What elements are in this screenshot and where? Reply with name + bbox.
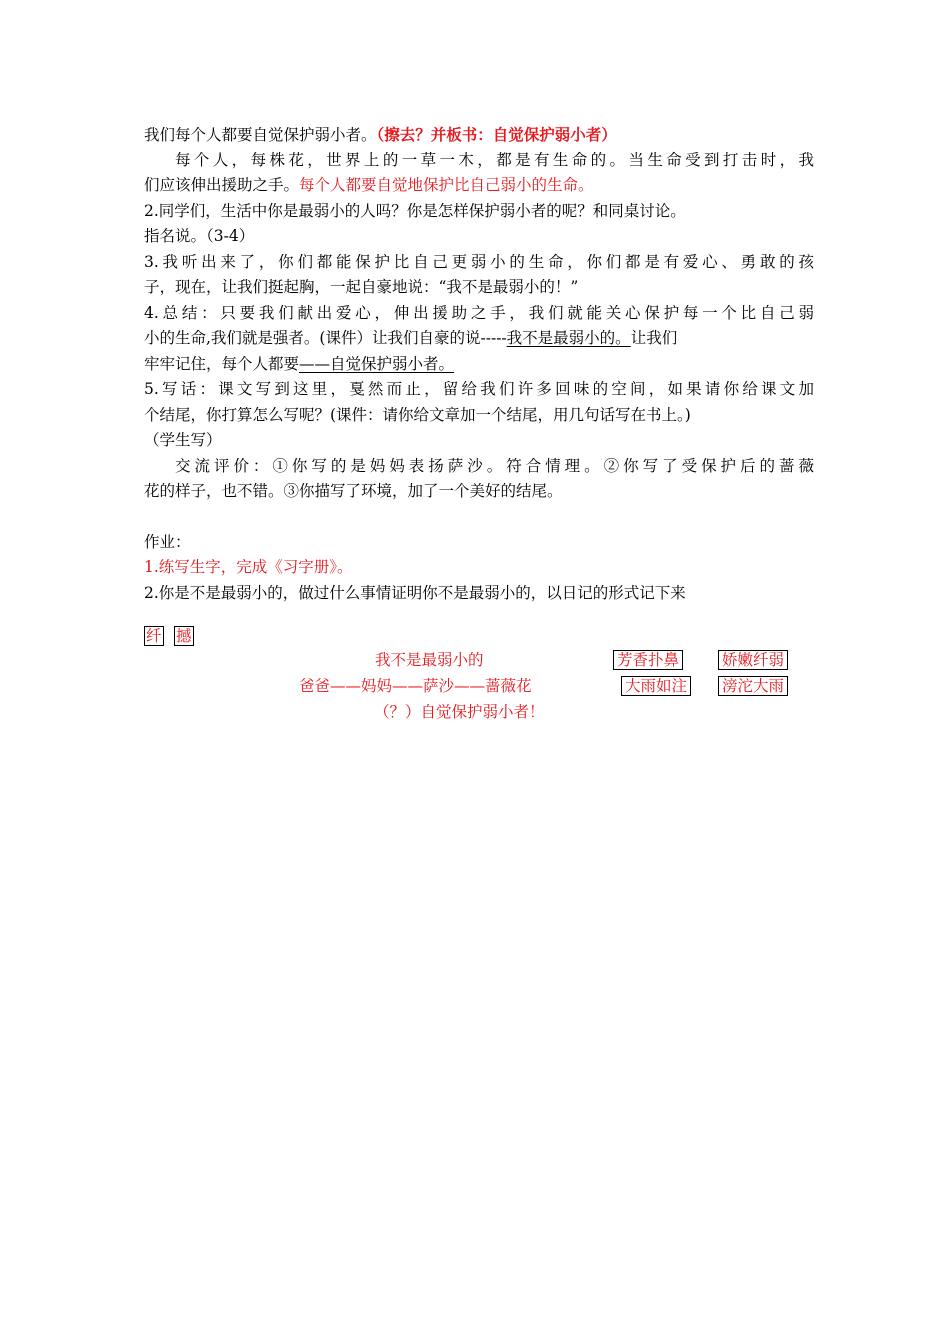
blackboard-design xyxy=(144,622,814,732)
text-line: 花的样子，也不错。③你描写了环境，加了一个美好的结尾。 xyxy=(144,482,563,500)
new-character-box: 纤 xyxy=(146,627,162,645)
board-title: 我不是最弱小的 xyxy=(375,651,484,669)
text-line: 每个人，每株花，世界上的一草一木，都是有生命的。当生命受到打击时，我 xyxy=(175,150,814,169)
text-line xyxy=(144,122,814,148)
text-line: 3.我听出来了，你们都能保护比自己更弱小的生命，你们都是有爱心、勇敢的孩 xyxy=(144,252,814,271)
text-span: 我们每个人都要自觉保护弱小者。 xyxy=(144,126,377,144)
board-note: （擦去？并板书：自觉保护弱小者） xyxy=(376,125,617,144)
text-line: （学生写） xyxy=(144,431,222,449)
text-line xyxy=(144,352,814,378)
board-summary: （？）自觉保护弱小者！ xyxy=(374,703,545,721)
homework-item: 2.你是不是最弱小的，做过什么事情证明你不是最弱小的，以日记的形式记下来 xyxy=(144,583,686,602)
vocab-word: 娇嫩纤弱 xyxy=(718,650,788,670)
underlined-phrase: ——自觉保护弱小者。 xyxy=(299,354,455,373)
key-sentence: 每个人都要自觉地保护比自己弱小的生命。 xyxy=(299,176,594,194)
text-line xyxy=(144,326,814,352)
text-line: 指名说。（3-4） xyxy=(144,227,255,245)
new-character-box: 撼 xyxy=(176,627,192,645)
text-line: 个结尾，你打算怎么写呢？(课件：请你给文章加一个结尾，用几句话写在书上。) xyxy=(144,405,691,424)
text-line: 子，现在，让我们挺起胸，一起自豪地说：“我不是最弱小的！” xyxy=(144,278,579,296)
homework-item: 1.练写生字，完成《习字册》。 xyxy=(144,558,353,576)
text-span: 们应该伸出援助之手。 xyxy=(144,176,300,194)
homework-title: 作业： xyxy=(144,532,191,551)
text-line xyxy=(144,173,814,199)
text-line: 交流评价：①你写的是妈妈表扬萨沙。符合情理。②你写了受保护后的蔷薇 xyxy=(175,456,814,475)
vocab-word: 大雨如注 xyxy=(621,676,691,696)
vocab-word: 滂沱大雨 xyxy=(718,676,788,696)
text-line: 2.同学们，生活中你是最弱小的人吗？你是怎样保护弱小者的呢？和同桌讨论。 xyxy=(144,201,686,220)
text-line: 4.总结：只要我们献出爱心，伸出援助之手，我们就能关心保护每一个比自己弱 xyxy=(144,303,814,322)
vocab-word: 芳香扑鼻 xyxy=(613,650,683,670)
text-line: 5.写话：课文写到这里，戛然而止，留给我们许多回味的空间，如果请你给课文加 xyxy=(144,380,814,398)
spacer xyxy=(144,505,814,530)
lesson-text xyxy=(144,122,814,606)
text-span: 小的生命,我们就是强者。(课件）让我们自豪的说----- xyxy=(144,329,507,347)
text-span: 让我们 xyxy=(630,329,678,347)
character-chain: 爸爸——妈妈——萨沙——蔷薇花 xyxy=(299,677,532,695)
text-span: 牢牢记住，每个人都要 xyxy=(144,354,300,373)
underlined-phrase: 我不是最弱小的。 xyxy=(506,329,631,347)
